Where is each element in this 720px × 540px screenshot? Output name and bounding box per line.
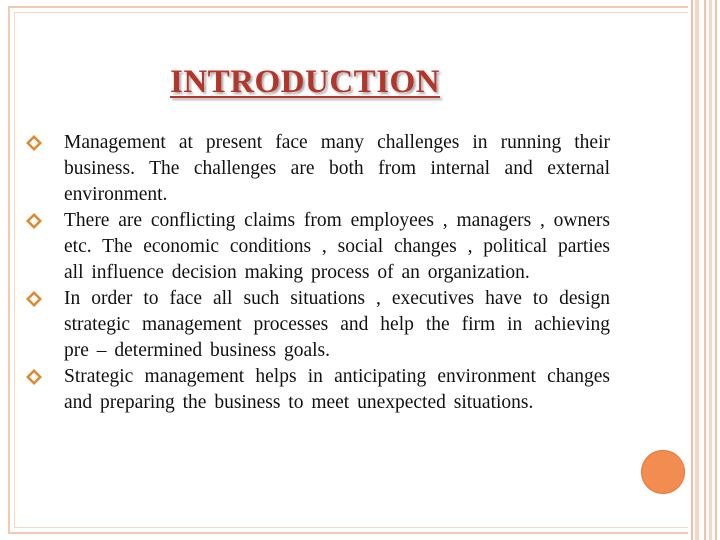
diamond-outline-icon — [25, 134, 43, 152]
bullet-text: Strategic management helps in anticipating environment changes and preparing the business to meet unexpected situations. — [64, 366, 610, 413]
bullet-item — [20, 130, 610, 208]
bullet-list — [20, 130, 610, 416]
bullet-item — [20, 364, 610, 416]
band-stripe — [695, 0, 699, 540]
bullet-text: In order to face all such situations , executives have to design strategic management processes and help the firm in achieving pre – determined business goals. — [64, 288, 610, 361]
bullet-item — [20, 286, 610, 364]
diamond-outline-icon — [25, 368, 43, 386]
bullet-text: Management at present face many challenges in running their business. The challenges are both from internal and external environment. — [64, 132, 610, 205]
orange-accent-circle — [641, 450, 685, 494]
band-stripe — [691, 0, 693, 540]
band-stripe — [715, 0, 717, 540]
slide-title: INTRODUCTION — [170, 64, 441, 100]
diamond-outline-icon — [25, 212, 43, 230]
band-stripe — [704, 0, 706, 540]
diamond-outline-icon — [25, 290, 43, 308]
bullet-text: There are conflicting claims from employees , managers , owners etc. The economic conditions , social changes , political parties all influence decision making process of an organization. — [64, 210, 610, 283]
bullet-item — [20, 208, 610, 286]
band-stripe — [709, 0, 712, 540]
right-decorative-band — [688, 0, 720, 540]
